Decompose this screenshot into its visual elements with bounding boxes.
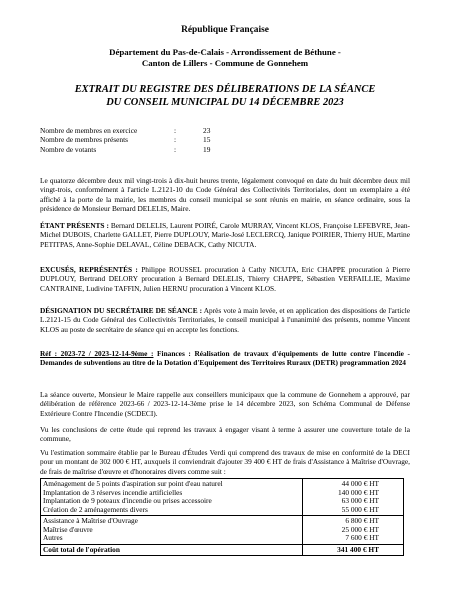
estimate-paragraph: Vu l'estimation sommaire établie par le Bureau d'Études Verdi qui comprend des travaux de mise en conformité de la DECI pour un montant de 302 000 € HT, auxquels il conviendrait d'ajouter 39 400 € HT de frais d'Assistance à Maîtrise d'Ouvrage, de frais de maîtrise d'œuvre et d'honoraires divers comme suit : xyxy=(40,448,410,476)
fees-labels-cell xyxy=(41,516,303,545)
member-count-label: Nombre de votants xyxy=(40,144,97,154)
fees-label: Assistance à Maîtrise d'Ouvrage xyxy=(43,516,138,525)
member-count-row: Nombre de membres en exercice : 23 xyxy=(40,126,211,135)
works-label: Création de 2 aménagements divers xyxy=(43,504,148,514)
present-list: Bernard DELELIS, Laurent POIRÉ, Carole MURRAY, Vincent KLOS, Françoise LEFEBVRE, Jean-Michel DUBOIS, Charlette GALLET, Pierre DUPLOUY, Marie-José LECLERCQ, Janique POIRIER, Thierry HUE, Martine PETITPAS, Anne-Sophie DELAVAL, Céline DEBACK, Cathy NICUTA. xyxy=(40,221,410,249)
table-row xyxy=(41,479,404,516)
cost-table xyxy=(40,478,404,556)
works-label: Implantation de 3 réserves incendie artificielles xyxy=(43,487,183,497)
works-amount: 63 000 € HT xyxy=(341,496,379,505)
member-count-value: 19 xyxy=(203,144,211,154)
fees-amount: 6 800 € HT xyxy=(345,516,379,525)
works-amount: 140 000 € HT xyxy=(337,487,379,497)
total-label: Coût total de l'opération xyxy=(41,544,303,556)
total-amount: 341 400 € HT xyxy=(302,544,403,556)
department-line-1: Département du Pas-de-Calais - Arrondissement de Béthune - xyxy=(109,47,341,57)
table-row xyxy=(41,516,404,545)
works-amount: 55 000 € HT xyxy=(341,504,379,514)
conclusions-paragraph: Vu les conclusions de cette étude qui reprend les travaux à engager visant à terme à assurer une couverture totale de la commune, xyxy=(40,425,410,444)
secretary-text: Après vote à main levée, et en application des dispositions de l'article L.2121-15 du Code Général des Collectivités Territoriales, le conseil municipal à l'unanimité des présents, nomme Vincent KLOS au poste de secrétaire de séance qui en accepte les fonctions. xyxy=(40,306,410,334)
document-title xyxy=(40,84,410,109)
fees-amount: 7 600 € HT xyxy=(345,533,379,542)
department-line-2: Canton de Lillers - Commune de Gonnehem xyxy=(141,58,309,68)
fees-amounts-cell xyxy=(302,516,403,545)
member-count-row: Nombre de membres présents : 15 xyxy=(40,135,211,145)
title-line-1: EXTRAIT DU REGISTRE DES DÉLIBERATIONS DE LA SÉANCE xyxy=(74,84,376,95)
secretary-paragraph xyxy=(40,306,410,334)
present-paragraph xyxy=(40,221,410,249)
member-count-row: Nombre de votants : 19 xyxy=(40,144,211,154)
fees-amount: 25 000 € HT xyxy=(341,524,379,534)
works-label: Aménagement de 5 points d'aspiration sur point d'eau naturel xyxy=(43,479,223,488)
works-amounts-cell xyxy=(302,479,403,516)
intro-paragraph: Le quatorze décembre deux mil vingt-trois à dix-huit heures trente, légalement convoqué en date du huit décembre deux mil vingt-trois, conformément à l'article L.2121-10 du Code Général des Collectivités Territoriales, dont un exemplaire a été affiché à la porte de la mairie, les membres du conseil municipal se sont réunis en mairie, en séance ordinaire, sous la présidence de Monsieur Bernard DELELIS, Maire. xyxy=(40,176,410,213)
works-labels-cell xyxy=(41,479,303,516)
secretary-label: DÉSIGNATION DU SECRÉTAIRE DE SÉANCE : xyxy=(40,306,203,315)
department-heading xyxy=(40,47,410,69)
member-counts xyxy=(40,126,410,154)
member-count-value: 23 xyxy=(203,126,211,135)
present-label: ÉTANT PRÉSENTS : xyxy=(40,221,109,230)
member-count-label: Nombre de membres en exercice xyxy=(40,126,138,135)
reference-subject: Finances : Réalisation de travaux d'équipements de lutte contre l'incendie - Demandes de subventions au titre de la Dotation d'Equipement des Territoires Ruraux (DETR) programmation 2024 xyxy=(40,349,410,368)
republic-heading: République Française xyxy=(181,25,269,35)
excused-label: EXCUSÉS, REPRÉSENTÉS : xyxy=(40,265,138,274)
excused-paragraph xyxy=(40,265,410,293)
reference-number: Réf : 2023-72 / 2023-12-14-9ème : xyxy=(40,349,154,358)
works-label: Implantation de 9 poteaux d'incendie ou prises accessoire xyxy=(43,496,212,505)
member-count-label: Nombre de membres présents xyxy=(40,135,129,145)
member-count-value: 15 xyxy=(203,135,211,145)
table-row xyxy=(41,544,404,556)
deliberation-reference xyxy=(40,349,410,368)
session-paragraph: La séance ouverte, Monsieur le Maire rappelle aux conseillers municipaux que la commune de Gonnehem a approuvé, par délibération de référence 2023-66 / 2023-12-14-3ème prise le 14 décembre 2023, son Schéma Communal de Défense Extérieure Contre l'Incendie (SCDECI). xyxy=(40,390,410,418)
title-line-2: DU CONSEIL MUNICIPAL DU 14 DÉCEMBRE 2023 xyxy=(106,96,344,108)
excused-list: Philippe ROUSSEL procuration à Cathy NICUTA, Eric CHAPPE procuration à Pierre DUPLOUY, Bertrand DELORY procuration à Bernard DELELIS, Thierry CHAPPE, Sébastien VERFAILLIE, Maxime CANTRAINE, Ludivine TAFFIN, Julien HERNU procuration à Vincent KLOS. xyxy=(40,265,410,293)
fees-label: Autres xyxy=(43,533,63,542)
works-amount: 44 000 € HT xyxy=(341,479,379,488)
fees-label: Maîtrise d'œuvre xyxy=(43,524,93,534)
